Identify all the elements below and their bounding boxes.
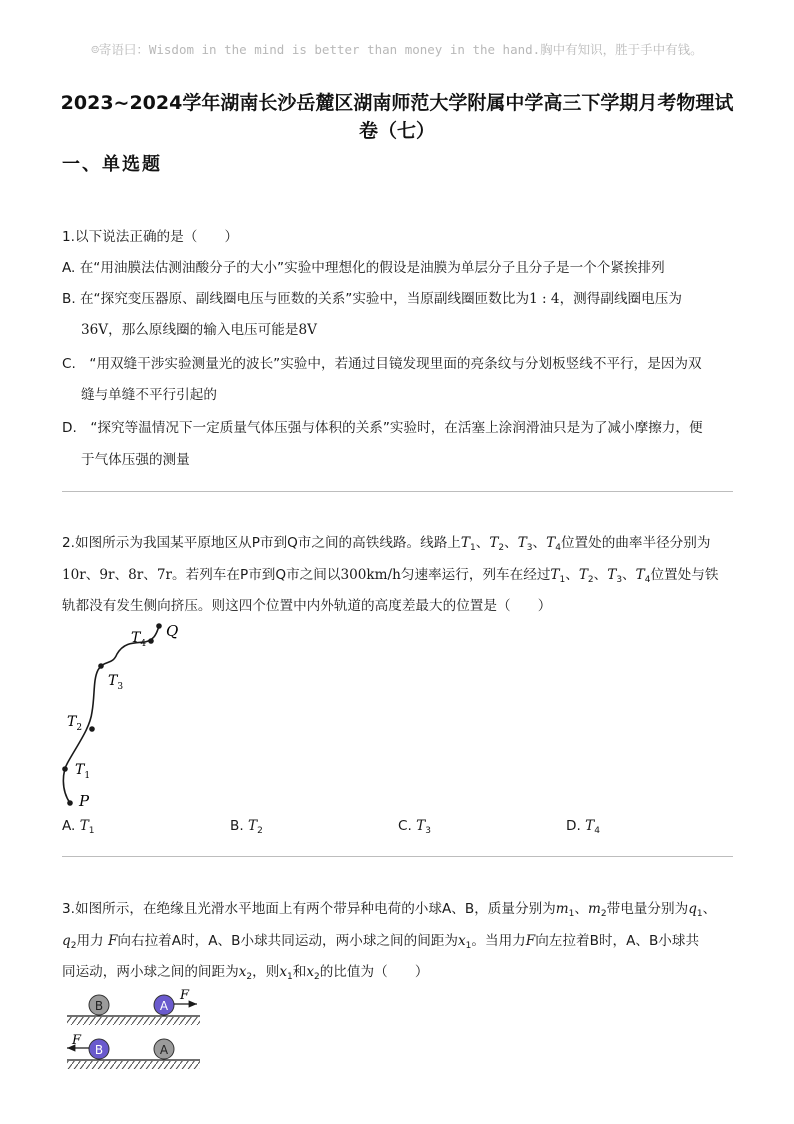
q1-option-c-line1: C. “用双缝干涉实验测量光的波长”实验中，若通过目镜发现里面的亮条纹与分划板竖线不平行，是因为双 bbox=[62, 356, 702, 372]
ground-hatch-bottom bbox=[67, 1061, 200, 1069]
q3-stem-line2: $q_2$用力 F向右拉着A时，A、B小球共同运动，两小球之间的间距为$x_1$。当用力F向左拉着B时，A、B小球共 bbox=[62, 933, 700, 951]
ground-hatch-top bbox=[67, 1017, 200, 1025]
q1-option-b-line2: 36V，那么原线圈的输入电压可能是8V bbox=[81, 322, 317, 338]
svg-text:A: A bbox=[159, 1043, 169, 1057]
svg-text:B: B bbox=[94, 999, 104, 1013]
label-t1: $T_1$ bbox=[75, 762, 91, 781]
label-t2: $T_2$ bbox=[67, 714, 83, 733]
svg-text:B: B bbox=[94, 1043, 104, 1057]
q2-option-a: A. $T_1$ bbox=[62, 818, 95, 836]
q1-option-d-line1: D. “探究等温情况下一定质量气体压强与体积的关系”实验时，在活塞上涂润滑油只是为了减小摩擦力，便 bbox=[62, 420, 703, 436]
q2-option-b: B. $T_2$ bbox=[230, 818, 263, 836]
q1-option-c-line2: 缝与单缝不平行引起的 bbox=[81, 387, 217, 403]
force-label-right: F bbox=[180, 988, 190, 1003]
label-q: Q bbox=[166, 622, 179, 640]
label-t4: $T_4$ bbox=[131, 630, 147, 649]
title-line-2: 卷（七） bbox=[358, 120, 435, 142]
ball-b-bottom bbox=[89, 1039, 109, 1059]
q1-stem: 1.以下说法正确的是（ ） bbox=[62, 229, 239, 245]
q2-stem-line2: 10r、9r、8r、7r。若列车在P市到Q市之间以300km/h匀速率运行，列车在经过$T_1$、$T_2$、$T_3$、$T_4$位置处与铁 bbox=[62, 567, 719, 585]
force-label-left: F bbox=[72, 1033, 82, 1048]
q3-stem-line1: 3.如图所示，在绝缘且光滑水平地面上有两个带异种电荷的小球A、B，质量分别为$m_1$、$m_2$带电量分别为$q_1$、 bbox=[62, 901, 717, 919]
q2-stem-line1: 2.如图所示为我国某平原地区从P市到Q市之间的高铁线路。线路上$T_1$、$T_2$、$T_3$、$T_4$位置处的曲率半径分别为 bbox=[62, 535, 711, 553]
ball-a-top bbox=[154, 995, 174, 1015]
label-p: P bbox=[79, 792, 90, 810]
watermark: ☺寄语曰：Wisdom in the mind is better than money in the hand.胸中有知识，胜于手中有钱。 bbox=[91, 42, 703, 57]
q2-option-c: C. $T_3$ bbox=[398, 818, 431, 836]
label-t3: $T_3$ bbox=[108, 673, 124, 692]
q2-option-d: D. $T_4$ bbox=[566, 818, 600, 836]
svg-text:A: A bbox=[159, 999, 169, 1013]
ball-b-top bbox=[89, 995, 109, 1015]
title-line-1: 2023~2024学年湖南长沙岳麓区湖南师范大学附属中学高三下学期月考物理试 bbox=[60, 92, 734, 114]
q1-option-a: A. 在“用油膜法估测油酸分子的大小”实验中理想化的假设是油膜为单层分子且分子是一个个紧挨排列 bbox=[62, 260, 665, 276]
q3-stem-line3: 同运动，两小球之间的间距为$x_2$，则$x_1$和$x_2$的比值为（ ） bbox=[62, 964, 429, 982]
q1-option-d-line2: 于气体压强的测量 bbox=[81, 452, 190, 468]
section-heading: 一、单选题 bbox=[62, 154, 162, 175]
q2-stem-line3: 轨都没有发生侧向挤压。则这四个位置中内外轨道的高度差最大的位置是（ ） bbox=[62, 598, 552, 614]
ball-a-bottom bbox=[154, 1039, 174, 1059]
q1-option-b-line1: B. 在“探究变压器原、副线圈电压与匝数的关系”实验中，当原副线圈匝数比为1 : 4，测得副线圈电压为 bbox=[62, 291, 682, 307]
